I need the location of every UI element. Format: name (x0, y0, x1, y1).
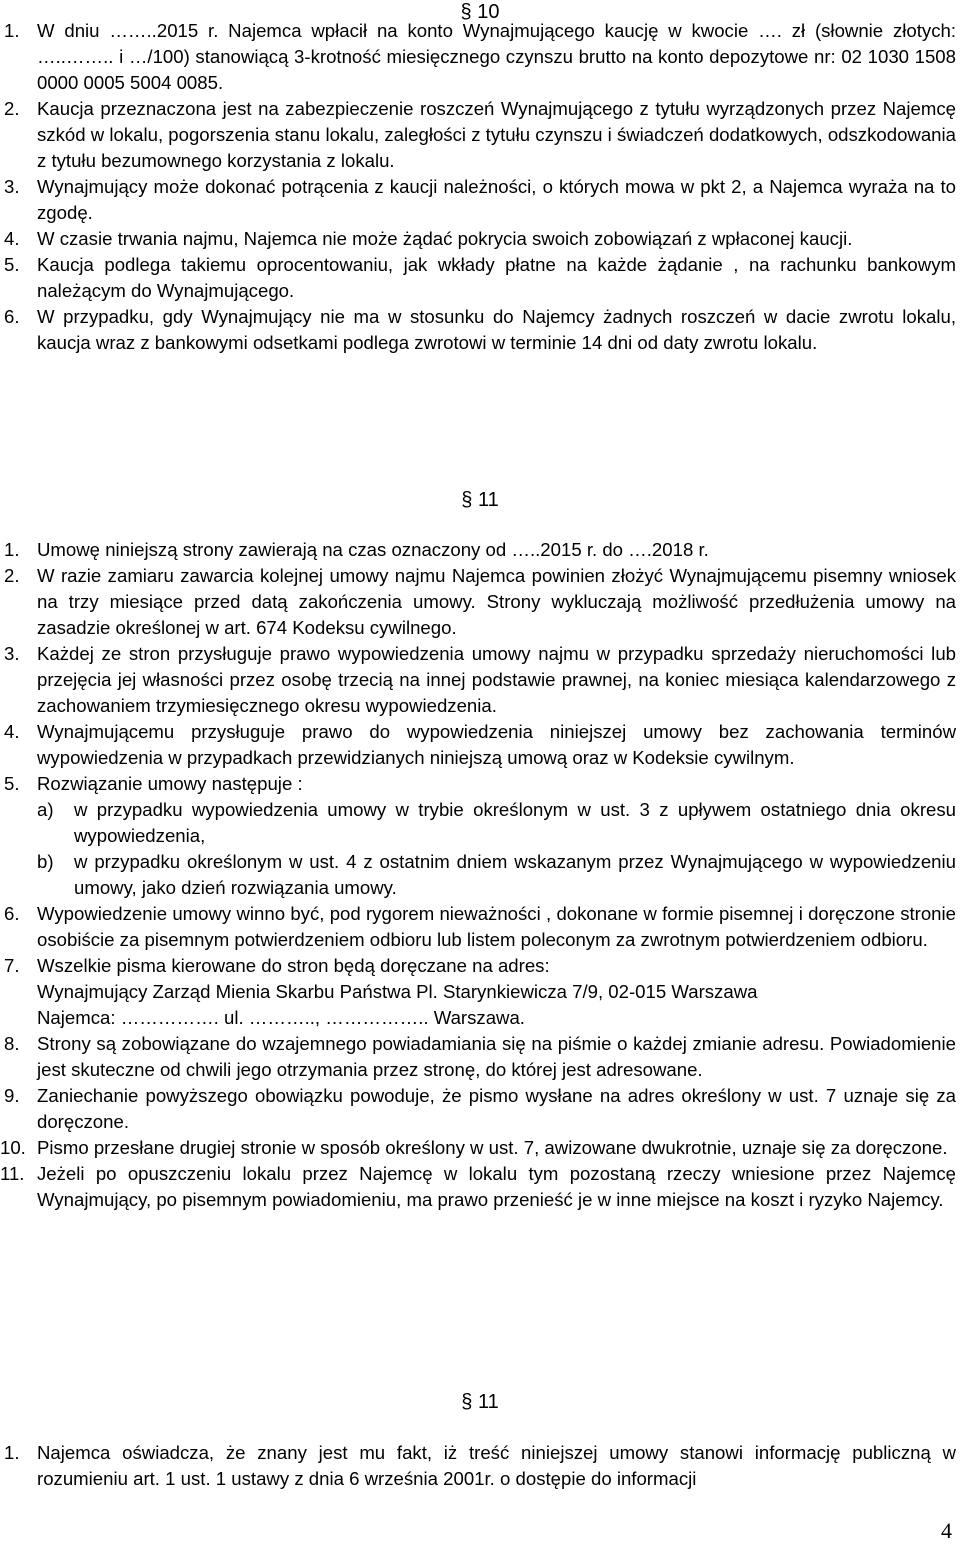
item-number: 11. (0, 1163, 25, 1184)
item-number: 4. (4, 721, 20, 742)
item-number: 6. (4, 306, 20, 327)
item-number: 5. (4, 773, 20, 794)
item-text: Kaucja podlega takiemu oprocentowaniu, jak wkłady płatne na każde żądanie , na rachunku bankowym należącym do Wynajmującego. (37, 254, 956, 301)
list-item (0, 252, 956, 304)
item-number: 4. (4, 228, 20, 249)
section-heading-11: § 11 (461, 489, 499, 511)
item-number: 8. (4, 1033, 20, 1054)
item-number: 9. (4, 1085, 20, 1106)
item-text: Umowę niniejszą strony zawierają na czas oznaczony od …..2015 r. do ….2018 r. (37, 539, 709, 560)
item-number: 5. (4, 254, 20, 275)
list-item (0, 304, 956, 356)
section-heading-11-second: § 11 (461, 1391, 499, 1413)
section-10-list (0, 18, 956, 356)
item-text: Rozwiązanie umowy następuje : (37, 773, 303, 794)
item-number: 10. (0, 1137, 26, 1158)
list-item (0, 1135, 956, 1161)
item-text: W przypadku, gdy Wynajmujący nie ma w stosunku do Najemcy żadnych roszczeń w dacie zwrotu lokalu, kaucja wraz z bankowymi odsetkami podlega zwrotowi w terminie 14 dni od daty zwrotu lokalu. (37, 306, 956, 353)
item-number: 6. (4, 903, 20, 924)
item-text: W dniu ……..2015 r. Najemca wpłacił na konto Wynajmującego kaucję w kwocie …. zł (słownie złotych: …..…….. i …/100) stanowiącą 3-krotność miesięcznego czynszu brutto na konto depozytowe nr: 02 1030 1508 0000 0005 5004 0085. (37, 20, 956, 93)
list-item (0, 719, 956, 771)
item-number: 7. (4, 955, 20, 976)
list-item (0, 563, 956, 641)
list-item (0, 537, 956, 563)
item-number: 2. (4, 98, 20, 119)
list-item (0, 953, 956, 1031)
item-text: W razie zamiaru zawarcia kolejnej umowy najmu Najemca powinien złożyć Wynajmującemu pisemny wniosek na trzy miesiące przed datą zakończenia umowy. Strony wykluczają możliwość przedłużenia umowy na zasadzie określonej w art. 674 Kodeksu cywilnego. (37, 565, 956, 638)
list-item (0, 1161, 956, 1213)
item-number: 1. (4, 20, 20, 41)
list-item (0, 174, 956, 226)
list-item (0, 641, 956, 719)
item-number: 3. (4, 176, 20, 197)
sub-item (0, 849, 956, 901)
list-item (0, 771, 956, 797)
sub-item-label: a) (37, 799, 54, 820)
item-text: Każdej ze stron przysługuje prawo wypowiedzenia umowy najmu w przypadku sprzedaży nieruchomości lub przejęcia jej własności przez osobę trzecią na innej podstawie prawnej, na koniec miesiąca kalendarzowego z zachowaniem trzymiesięcznego okresu wypowiedzenia. (37, 643, 956, 716)
item-text: Wynajmujący może dokonać potrącenia z kaucji należności, o których mowa w pkt 2, a Najemca wyraża na to zgodę. (37, 176, 956, 223)
item-number: 3. (4, 643, 20, 664)
sub-item-text: w przypadku wypowiedzenia umowy w trybie określonym w ust. 3 z upływem ostatniego dnia okresu wypowiedzenia, (74, 799, 956, 846)
list-item (0, 1440, 956, 1492)
item-number: 1. (4, 1442, 20, 1463)
address-line-tenant: Najemca: ……………. ul. ……….., …………….. Warszawa. (37, 1007, 525, 1028)
section-11-list (0, 537, 956, 1213)
list-item (0, 96, 956, 174)
item-text: Pismo przesłane drugiej stronie w sposób określony w ust. 7, awizowane dwukrotnie, uznaje się za doręczone. (37, 1137, 948, 1158)
item-text: W czasie trwania najmu, Najemca nie może żądać pokrycia swoich zobowiązań z wpłaconej kaucji. (37, 228, 853, 249)
list-item (0, 1031, 956, 1083)
list-item (0, 1083, 956, 1135)
item-text: Jeżeli po opuszczeniu lokalu przez Najemcę w lokalu tym pozostaną rzeczy wniesione przez Najemcę Wynajmujący, po pisemnym powiadomieniu, ma prawo przenieść je w inne miejsce na koszt i ryzyko Najemcy. (37, 1163, 956, 1210)
section-heading-10: § 10 (460, 1, 500, 23)
list-item (0, 18, 956, 96)
list-item (0, 901, 956, 953)
item-text: Najemca oświadcza, że znany jest mu fakt, iż treść niniejszej umowy stanowi informację publiczną w rozumieniu art. 1 ust. 1 ustawy z dnia 6 września 2001r. o dostępie do informacji (37, 1442, 956, 1489)
page-number: 4 (941, 1518, 952, 1543)
sub-item (0, 797, 956, 849)
item-text: Kaucja przeznaczona jest na zabezpieczenie roszczeń Wynajmującego z tytułu wyrządzonych przez Najemcę szkód w lokalu, pogorszenia stanu lokalu, zaległości z tytułu czynszu i świadczeń dodatkowych, odszkodowania z tytułu bezumownego korzystania z lokalu. (37, 98, 956, 171)
item-text: Zaniechanie powyższego obowiązku powoduje, że pismo wysłane na adres określony w ust. 7 uznaje się za doręczone. (37, 1085, 956, 1132)
sub-item-label: b) (37, 851, 54, 872)
section-11-second-list (0, 1440, 956, 1492)
item-number: 1. (4, 539, 20, 560)
address-line-landlord: Wynajmujący Zarząd Mienia Skarbu Państwa Pl. Starynkiewicza 7/9, 02-015 Warszawa (37, 981, 758, 1002)
item-text: Wypowiedzenie umowy winno być, pod rygorem nieważności , dokonane w formie pisemnej i doręczone stronie osobiście za pisemnym potwierdzeniem odbioru lub listem poleconym za zwrotnym potwierdzeniem odbioru. (37, 903, 956, 950)
item-text: Strony są zobowiązane do wzajemnego powiadamiania się na piśmie o każdej zmianie adresu. Powiadomienie jest skuteczne od chwili jego otrzymania przez stronę, do której jest adresowane. (37, 1033, 956, 1080)
item-number: 2. (4, 565, 20, 586)
item-text: Wszelkie pisma kierowane do stron będą doręczane na adres: (37, 955, 550, 976)
item-text: Wynajmującemu przysługuje prawo do wypowiedzenia niniejszej umowy bez zachowania terminów wypowiedzenia w przypadkach przewidzianych niniejszą umową oraz w Kodeksie cywilnym. (37, 721, 956, 768)
list-item (0, 226, 956, 252)
sub-item-text: w przypadku określonym w ust. 4 z ostatnim dniem wskazanym przez Wynajmującego w wypowiedzeniu umowy, jako dzień rozwiązania umowy. (74, 851, 956, 898)
